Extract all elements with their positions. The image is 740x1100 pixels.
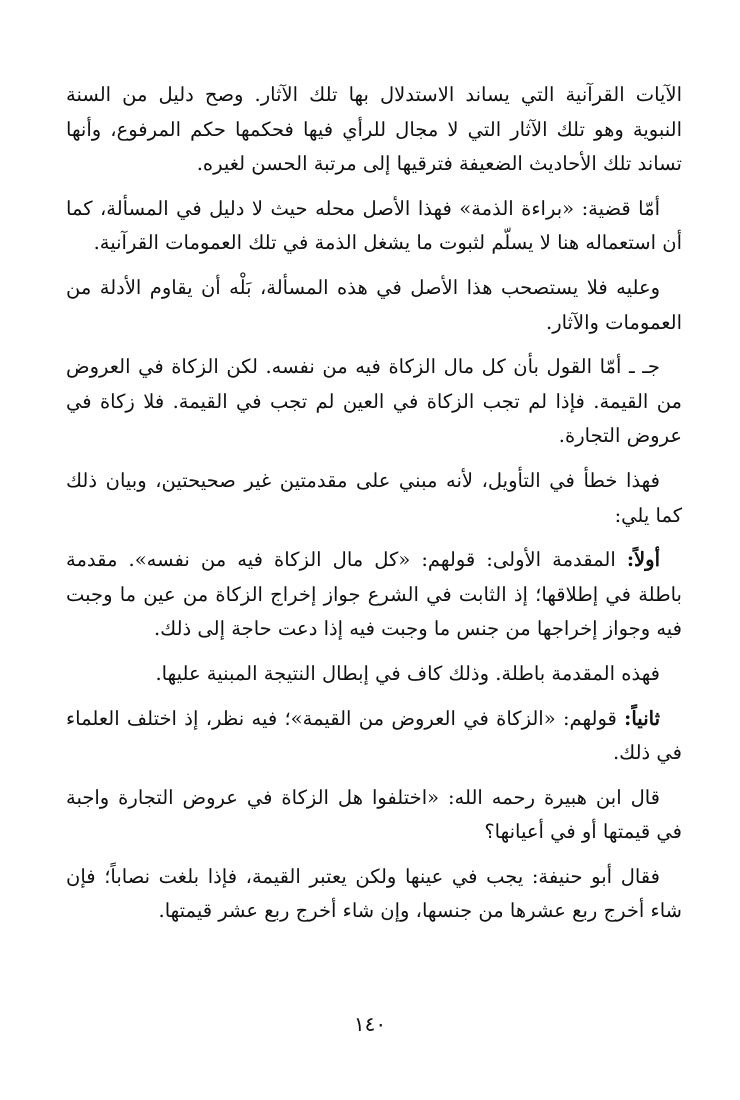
paragraph-text: قال ابن هبيرة رحمه الله: «اختلفوا هل الزكاة في عروض التجارة واجبة في قيمتها أو في أعيانها؟	[66, 785, 682, 844]
paragraph-6	[66, 543, 682, 647]
page-number: ١٤٠	[353, 1012, 387, 1036]
paragraph-10	[66, 860, 682, 929]
paragraph-lead: ثانياً:	[624, 706, 660, 730]
paragraph-8	[66, 702, 682, 771]
paragraph-2	[66, 192, 682, 261]
paragraph-4	[66, 350, 682, 454]
paragraph-text: المقدمة الأولى: قولهم: «كل مال الزكاة فيه من نفسه». مقدمة باطلة في إطلاقها؛ إذ الثابت في الشرع جواز إخراج الزكاة من عين ما وجبت فيه وجواز إخراجها من جنس ما وجبت فيه إذا دعت حاجة إلى ذلك.	[66, 548, 682, 641]
paragraph-1	[66, 78, 682, 182]
paragraph-5	[66, 464, 682, 533]
paragraph-text: وعليه فلا يستصحب هذا الأصل في هذه المسألة، بَلْه أن يقاوم الأدلة من العمومات والآثار.	[66, 275, 682, 334]
paragraph-text: الآيات القرآنية التي يساند الاستدلال بها تلك الآثار. وصح دليل من السنة النبوية وهو تلك الآثار التي لا مجال للرأي فيها فحكمها حكم المرفوع، وأنها تساند تلك الأحاديث الضعيفة فترقيها إلى مرتبة الحسن لغيره.	[66, 83, 682, 176]
paragraph-text: فقال أبو حنيفة: يجب في عينها ولكن يعتبر القيمة، فإذا بلغت نصاباً؛ فإن شاء أخرج ربع عشرها من جنسها، وإن شاء أخرج ربع عشر قيمتها.	[66, 864, 682, 923]
paragraph-text: فهذا خطأ في التأويل، لأنه مبني على مقدمتين غير صحيحتين، وبيان ذلك كما يلي:	[66, 468, 682, 527]
page-body	[66, 78, 682, 939]
paragraph-text: فهذه المقدمة باطلة. وذلك كاف في إبطال النتيجة المبنية عليها.	[155, 661, 660, 685]
paragraph-9	[66, 781, 682, 850]
paragraph-text: جـ ـ أمّا القول بأن كل مال الزكاة فيه من نفسه. لكن الزكاة في العروض من القيمة. فإذا لم تجب الزكاة في العين لم تجب في القيمة. فلا زكاة في عروض التجارة.	[66, 355, 682, 448]
paragraph-lead: أولاً:	[626, 548, 660, 572]
paragraph-text: أمّا قضية: «براءة الذمة» فهذا الأصل محله حيث لا دليل في المسألة، كما أن استعماله هنا لا يسلّم لثبوت ما يشغل الذمة في تلك العمومات القرآنية.	[66, 196, 682, 255]
paragraph-7	[66, 657, 682, 692]
paragraph-3	[66, 271, 682, 340]
paragraph-text: قولهم: «الزكاة في العروض من القيمة»؛ فيه نظر، إذ اختلف العلماء في ذلك.	[66, 706, 682, 765]
